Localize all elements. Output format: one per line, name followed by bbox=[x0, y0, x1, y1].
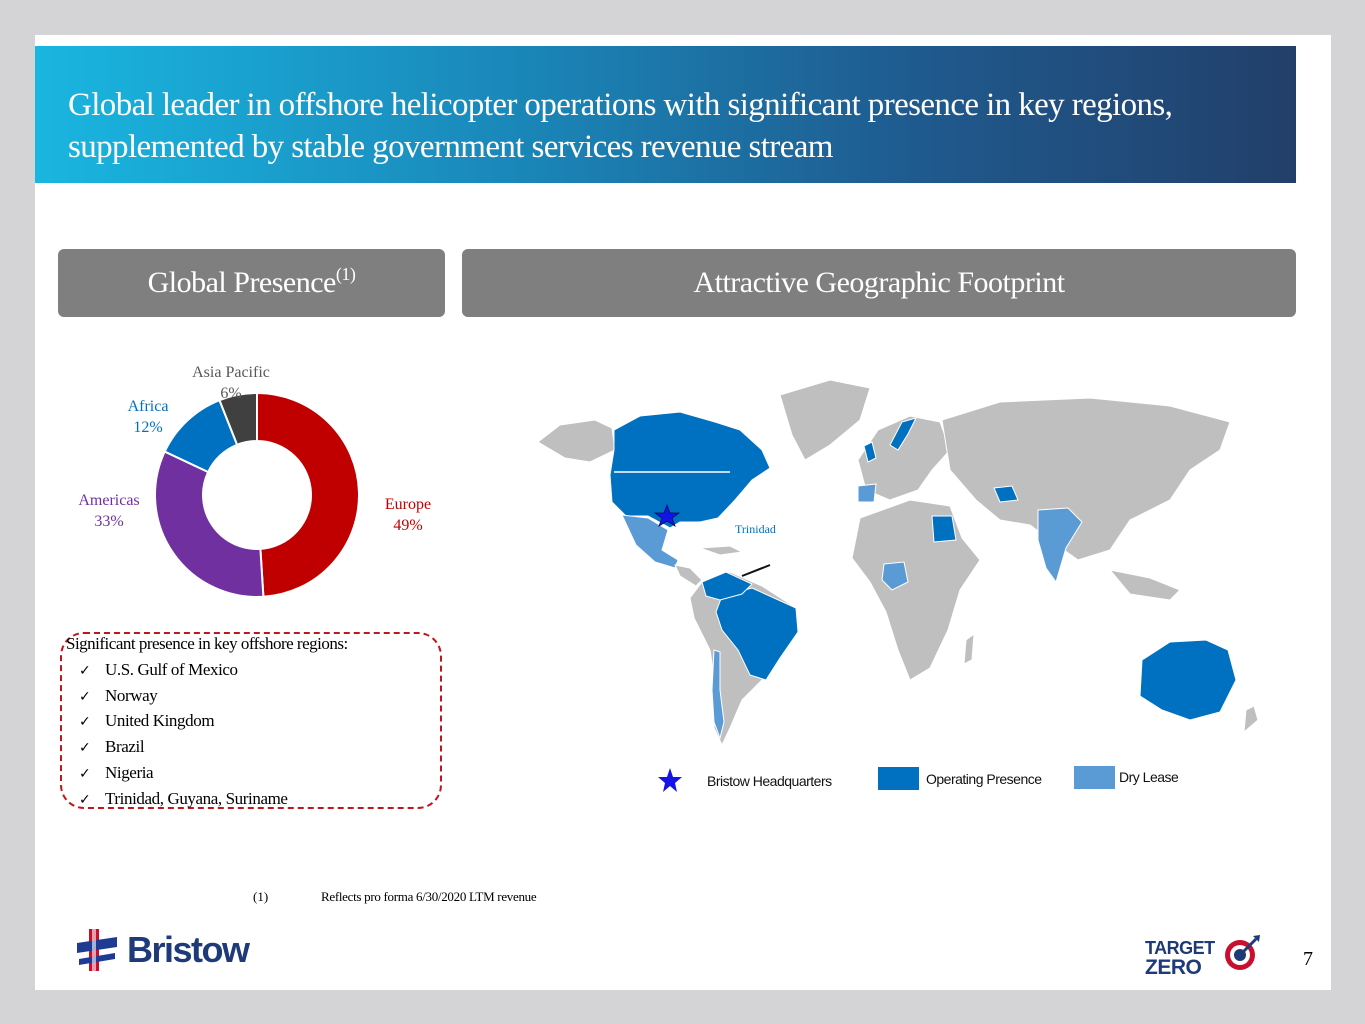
bristow-logo-icon bbox=[77, 925, 117, 975]
target-zero-line2: ZERO bbox=[1145, 956, 1202, 979]
page-number: 7 bbox=[1303, 948, 1313, 970]
list-item: ✓ U.S. Gulf of Mexico bbox=[79, 658, 288, 684]
key-regions-title: Significant presence in key offshore regions: bbox=[66, 634, 348, 653]
checkmark-icon: ✓ bbox=[79, 714, 91, 731]
checkmark-icon: ✓ bbox=[79, 663, 91, 679]
legend-dry-lease-swatch bbox=[1074, 766, 1115, 789]
north-america-operating bbox=[610, 412, 770, 528]
footnote-number: (1) bbox=[253, 889, 269, 904]
donut-slice-americas bbox=[155, 452, 263, 597]
global-presence-label: Global Presence bbox=[147, 266, 336, 299]
footnote-marker: (1) bbox=[335, 264, 356, 284]
label-africa bbox=[113, 396, 183, 438]
legend-operating-swatch bbox=[878, 767, 919, 790]
legend-operating-label: Operating Presence bbox=[926, 771, 1042, 787]
australia-operating bbox=[1140, 640, 1236, 720]
world-map bbox=[530, 350, 1265, 755]
spain-dry-lease bbox=[858, 484, 876, 502]
geographic-footprint-label: Attractive Geographic Footprint bbox=[693, 266, 1065, 299]
donut-slice-europe bbox=[257, 393, 359, 597]
europe-value: 49% bbox=[393, 517, 423, 534]
africa-value: 12% bbox=[133, 419, 163, 436]
target-zero-line1: TARGET bbox=[1145, 938, 1215, 958]
egypt-operating bbox=[932, 516, 956, 542]
title-banner bbox=[35, 46, 1296, 183]
list-item: ✓ United Kingdom bbox=[79, 709, 288, 735]
slide-title: Global leader in offshore helicopter operations with significant presence in key regions, supplemented by stable government services revenue stream bbox=[68, 87, 1173, 165]
list-item: ✓ Trinidad, Guyana, Suriname bbox=[79, 787, 288, 813]
checkmark-icon: ✓ bbox=[79, 765, 91, 782]
label-americas bbox=[67, 490, 151, 532]
legend-hq-label: Bristow Headquarters bbox=[707, 773, 832, 789]
hq-star-legend-icon bbox=[657, 767, 683, 793]
key-regions-list bbox=[79, 658, 288, 812]
asia-pacific-name: Asia Pacific bbox=[192, 364, 270, 381]
global-presence-header bbox=[58, 249, 445, 317]
label-asia-pacific bbox=[169, 362, 293, 404]
africa-name: Africa bbox=[127, 398, 169, 415]
list-item: ✓ Brazil bbox=[79, 735, 288, 761]
americas-value: 33% bbox=[94, 513, 124, 530]
target-icon bbox=[1222, 933, 1262, 973]
target-zero-logo bbox=[1145, 939, 1215, 977]
geographic-footprint-header bbox=[462, 249, 1296, 317]
americas-name: Americas bbox=[78, 492, 140, 509]
europe-name: Europe bbox=[384, 496, 432, 513]
bristow-logo-text: Bristow bbox=[127, 929, 249, 970]
footnote-text: Reflects pro forma 6/30/2020 LTM revenue bbox=[321, 889, 537, 904]
checkmark-icon: ✓ bbox=[79, 740, 91, 757]
slide bbox=[35, 35, 1331, 990]
trinidad-callout: Trinidad bbox=[735, 522, 776, 536]
list-item: ✓ Nigeria bbox=[79, 761, 288, 787]
checkmark-icon: ✓ bbox=[79, 791, 91, 808]
label-europe bbox=[373, 494, 443, 536]
list-item: ✓ Norway bbox=[79, 684, 288, 710]
legend-dry-lease-label: Dry Lease bbox=[1119, 769, 1179, 785]
checkmark-icon: ✓ bbox=[79, 688, 91, 705]
asia-pacific-value: 6% bbox=[220, 385, 242, 402]
